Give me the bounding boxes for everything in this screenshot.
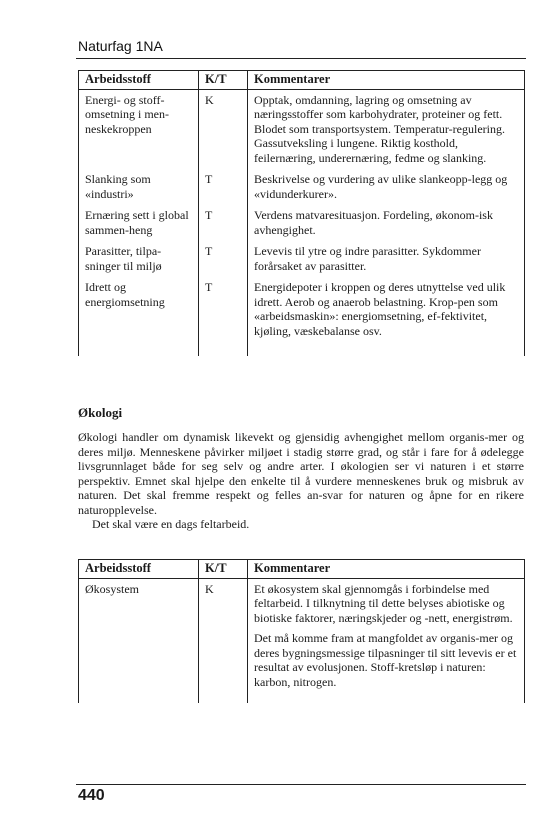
kt-cell: T xyxy=(199,205,248,241)
topic-cell: Parasitter, tilpa-sninger til miljø xyxy=(79,241,199,277)
kt-cell: T xyxy=(199,241,248,277)
topic-cell: Økosystem xyxy=(79,578,199,693)
comment-cell: Opptak, omdanning, lagring og omsetning av næringsstoffer som karbohydrater, proteiner og fett. Blodet som transportsystem. Temperatur-regulering. Gassutveksling i lungene. Riktig kosthold, feilernæring, underernæring, fedme og slanking. xyxy=(248,89,525,169)
comment-cell: Beskrivelse og vurdering av ulike slankeopp-legg og «vidunderkurer». xyxy=(248,169,525,205)
fieldwork-note: Det skal være en dags feltarbeid. xyxy=(92,517,250,531)
table-header-row xyxy=(79,560,525,579)
table-row xyxy=(79,205,525,241)
comment-cell: Energidepoter i kroppen og deres utnyttelse ved ulik idrett. Aerob og anaerob belastning. Krop-pen som «arbeidsmaskin»: energiomsetning, ef-fektivitet, kjøling, væskebalanse osv. xyxy=(248,277,525,342)
column-header-arbeidsstoff: Arbeidsstoff xyxy=(79,71,199,90)
table-header-row xyxy=(79,71,525,90)
column-header-kommentarer: Kommentarer xyxy=(248,560,525,579)
topic-cell: Idrett og energiomsetning xyxy=(79,277,199,342)
column-header-kommentarer: Kommentarer xyxy=(248,71,525,90)
curriculum-table-1 xyxy=(78,70,525,356)
section-body xyxy=(78,430,524,532)
section-paragraph: Økologi handler om dynamisk likevekt og gjensidig avhengighet mellom organis-mer og deres miljø. Menneskene påvirker miljøet i stadig større grad, og står i fare for å ødelegge livsgrunnlaget både for seg selv og andre arter. I økologien ser vi naturen i et større perspektiv. Emnet skal hjelpe den enkelte til å vurdere menneskenes bruk og misbruk av naturen. Det skal fremme respekt og felles an-svar for naturen og åpne for en rikere naturopplevelse. xyxy=(78,430,524,517)
curriculum-table-2 xyxy=(78,559,525,703)
topic-cell: Energi- og stoff-omsetning i men-neskekroppen xyxy=(79,89,199,169)
comment-cell: Levevis til ytre og indre parasitter. Sykdommer forårsaket av parasitter. xyxy=(248,241,525,277)
section-title: Økologi xyxy=(78,405,123,420)
kt-cell: K xyxy=(199,578,248,693)
kt-cell: K xyxy=(199,89,248,169)
kt-cell: T xyxy=(199,169,248,205)
comment-paragraph: Et økosystem skal gjennomgås i forbindelse med feltarbeid. I tilknytning til dette belyses abiotiske og biotiske faktorer, næringskjeder og -nett, energistrøm. xyxy=(254,581,513,625)
table-row xyxy=(79,277,525,342)
topic-cell: Ernæring sett i global sammen-heng xyxy=(79,205,199,241)
table-row xyxy=(79,89,525,169)
column-header-kt: K/T xyxy=(199,71,248,90)
table-row xyxy=(79,578,525,693)
page-number: 440 xyxy=(78,787,105,804)
column-header-kt: K/T xyxy=(199,560,248,579)
topic-cell: Slanking som «industri» xyxy=(79,169,199,205)
running-head: Naturfag 1NA xyxy=(78,38,163,54)
header-rule xyxy=(76,58,526,59)
kt-cell: T xyxy=(199,277,248,342)
table-spacer-row xyxy=(79,693,525,703)
table-row xyxy=(79,169,525,205)
comment-paragraph: Det må komme fram at mangfoldet av organis-mer og deres bygningsmessige tilpasninger til sitt levevis er et resultat av evolusjonen. Stoff-kretsløp i naturen: karbon, nitrogen. xyxy=(254,631,517,689)
table-spacer-row xyxy=(79,342,525,356)
column-header-arbeidsstoff: Arbeidsstoff xyxy=(79,560,199,579)
comment-cell: Verdens matvaresituasjon. Fordeling, økonom-isk avhengighet. xyxy=(248,205,525,241)
comment-cell xyxy=(248,578,525,693)
table-row xyxy=(79,241,525,277)
footer-rule xyxy=(76,784,526,785)
